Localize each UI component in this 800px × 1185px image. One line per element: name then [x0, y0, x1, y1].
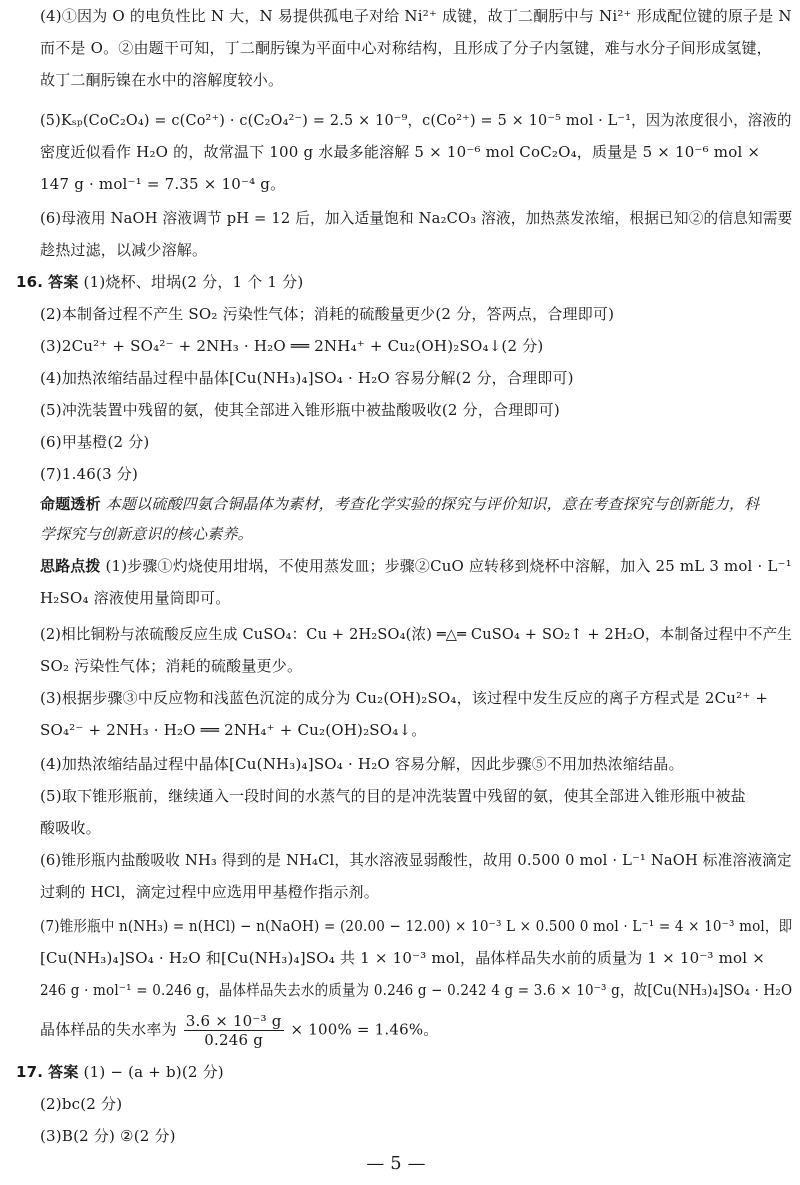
question-number: 17.: [16, 1063, 44, 1081]
text-line: 故丁二酮肟镍在水中的溶解度较小。: [40, 71, 284, 89]
text-line: SO₂ 污染性气体；消耗的硫酸量更少。: [40, 657, 303, 675]
answer-label: 答案: [48, 273, 79, 291]
formula-prefix: 晶体样品的失水率为: [40, 1020, 177, 1039]
text-line: (3)根据步骤③中反应物和浅蓝色沉淀的成分为 Cu₂(OH)₂SO₄，该过程中发生反应的离子方程式是 2Cu²⁺ +: [40, 689, 769, 707]
answer-label: 答案: [48, 1063, 79, 1081]
text-line: (7)1.46(3 分): [40, 465, 139, 483]
text-line: [Cu(NH₃)₄]SO₄ · H₂O 和[Cu(NH₃)₄]SO₄ 共 1 × 10⁻³ mol，晶体样品失水前的质量为 1 × 10⁻³ mol ×: [40, 949, 766, 967]
text-line: (4)加热浓缩结晶过程中晶体[Cu(NH₃)₄]SO₄ · H₂O 容易分解(2 分，合理即可): [40, 369, 574, 387]
text-line: (4)加热浓缩结晶过程中晶体[Cu(NH₃)₄]SO₄ · H₂O 容易分解，因此步骤⑤不用加热浓缩结晶。: [40, 755, 684, 773]
text-line: 酸吸收。: [40, 819, 101, 837]
text-line: 学探究与创新意识的核心素养。: [40, 525, 253, 543]
text-line: 趁热过滤，以减少溶解。: [40, 241, 208, 259]
text-line: 147 g · mol⁻¹ = 7.35 × 10⁻⁴ g。: [40, 175, 286, 193]
text-line: (5)冲洗装置中残留的氨，使其全部进入锥形瓶中被盐酸吸收(2 分，合理即可): [40, 401, 560, 419]
hint-label: 思路点拨: [40, 557, 101, 575]
page-number: — 5 —: [366, 1153, 426, 1174]
text-line: (4)①因为 O 的电负性比 N 大，N 易提供孤电子对给 Ni²⁺ 成键，故丁二酮肟中与 Ni²⁺ 形成配位键的原子是 N: [40, 7, 792, 25]
text-line: (7)锥形瓶中 n(NH₃) = n(HCl) − n(NaOH) = (20.00 − 12.00) × 10⁻³ L × 0.500 0 mol · L⁻¹ = 4 × 10⁻³ mol，即: [40, 917, 793, 935]
text-line: (6)甲基橙(2 分): [40, 433, 150, 451]
text-line: SO₄²⁻ + 2NH₃ · H₂O ══ 2NH₄⁺ + Cu₂(OH)₂SO₄↓。: [40, 721, 427, 739]
answer-text: (1) − (a + b)(2 分): [83, 1063, 224, 1081]
answer-heading-16: [16, 272, 303, 292]
fraction: [184, 1012, 284, 1049]
analysis-text: 本题以硫酸四氨合铜晶体为素材，考查化学实验的探究与评价知识，意在考查探究与创新能力，科: [105, 495, 760, 513]
hint-text: (1)步骤①灼烧使用坩埚，不使用蒸发皿；步骤②CuO 应转移到烧杯中溶解，加入 25 mL 3 mol · L⁻¹: [105, 557, 792, 575]
text-line: 密度近似看作 H₂O 的，故常温下 100 g 水最多能溶解 5 × 10⁻⁶ mol CoC₂O₄，质量是 5 × 10⁻⁶ mol ×: [40, 143, 761, 161]
text-line: 而不是 O。②由题干可知，丁二酮肟镍为平面中心对称结构，且形成了分子内氢键，难与水分子间形成氢键，: [40, 39, 772, 57]
analysis-label: 命题透析: [40, 495, 101, 513]
text-line: (5)取下锥形瓶前，继续通入一段时间的水蒸气的目的是冲洗装置中残留的氨，使其全部进入锥形瓶中被盐: [40, 787, 746, 805]
text-line: H₂SO₄ 溶液使用量筒即可。: [40, 589, 231, 607]
text-line: (2)bc(2 分): [40, 1095, 123, 1113]
text-line: (5)Kₛₚ(CoC₂O₄) = c(Co²⁺) · c(C₂O₄²⁻) = 2.5 × 10⁻⁹，c(Co²⁺) = 5 × 10⁻⁵ mol · L⁻¹，因为浓度很小，溶液的: [40, 111, 792, 129]
text-line: (3)2Cu²⁺ + SO₄²⁻ + 2NH₃ · H₂O ══ 2NH₄⁺ + Cu₂(OH)₂SO₄↓(2 分): [40, 337, 544, 355]
fraction-numerator: 3.6 × 10⁻³ g: [185, 1012, 282, 1030]
question-number: 16.: [16, 273, 44, 291]
hint-line: [40, 556, 792, 576]
text-line: 过剩的 HCl，滴定过程中应选用甲基橙作指示剂。: [40, 883, 379, 901]
text-line: (6)锥形瓶内盐酸吸收 NH₃ 得到的是 NH₄Cl，其水溶液显弱酸性，故用 0.500 0 mol · L⁻¹ NaOH 标准溶液滴定: [40, 851, 792, 869]
text-line: (3)B(2 分) ②(2 分): [40, 1127, 176, 1145]
formula-suffix: × 100% = 1.46%。: [290, 1020, 439, 1039]
fraction-denominator: 0.246 g: [204, 1031, 264, 1049]
text-line: (6)母液用 NaOH 溶液调节 pH = 12 后，加入适量饱和 Na₂CO₃ 溶液，加热蒸发浓缩，根据已知②的信息知需要: [40, 209, 793, 227]
formula-line: [40, 1012, 438, 1049]
answer-text: (1)烧杯、坩埚(2 分，1 个 1 分): [83, 273, 304, 291]
answer-heading-17: [16, 1062, 224, 1082]
text-line: (2)相比铜粉与浓硫酸反应生成 CuSO₄：Cu + 2H₂SO₄(浓) ═△═ CuSO₄ + SO₂↑ + 2H₂O，本制备过程中不产生: [40, 625, 793, 643]
analysis-line: [40, 494, 759, 514]
text-line: (2)本制备过程不产生 SO₂ 污染性气体；消耗的硫酸量更少(2 分，答两点，合理即可): [40, 305, 615, 323]
text-line: 246 g · mol⁻¹ = 0.246 g，晶体样品失去水的质量为 0.246 g − 0.242 4 g = 3.6 × 10⁻³ g，故[Cu(NH₃)₄]SO₄ · H₂O: [40, 981, 793, 999]
